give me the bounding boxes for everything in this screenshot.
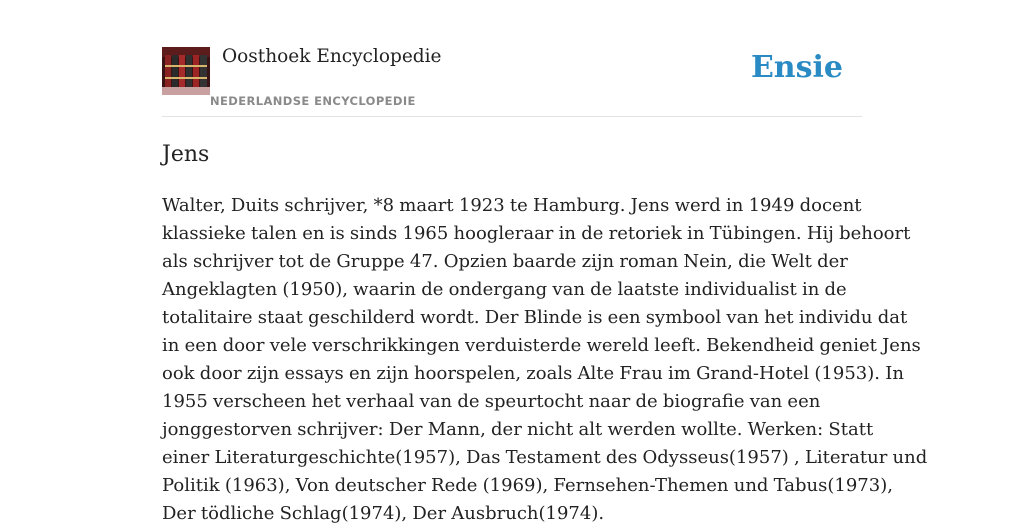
article-line: Walter, Duits schrijver, *8 maart 1923 te Hamburg. Jens werd in 1949 docent (162, 195, 862, 216)
brand-logo[interactable]: Ensie (750, 50, 843, 85)
article-line: totalitaire staat geschilderd wordt. Der Blinde is een symbool van het individu dat (162, 307, 908, 328)
article-line: klassieke talen en is sinds 1965 hoogleraar in de retoriek in Tübingen. Hij behoort (162, 223, 911, 244)
article-line: einer Literaturgeschichte(1957), Das Testament des Odysseus(1957) , Literatur und (162, 447, 928, 468)
article-body (162, 192, 928, 528)
article-title: Jens (162, 142, 210, 167)
site-subtitle: NEDERLANDSE ENCYCLOPEDIE (210, 94, 416, 108)
article-line: Der tödliche Schlag(1974), Der Ausbruch(1974). (162, 503, 605, 524)
site-header (162, 0, 862, 117)
article-line: Politik (1963), Von deutscher Rede (1969), Fernsehen-Themen und Tabus(1973), (162, 475, 893, 496)
encyclopedia-books-icon (162, 47, 210, 95)
article-line: jonggestorven schrijver: Der Mann, der nicht alt werden wollte. Werken: Statt (162, 419, 874, 440)
article-line: Angeklagten (1950), waarin de ondergang van de laatste individualist in de (162, 279, 847, 300)
site-title[interactable]: Oosthoek Encyclopedie (222, 46, 442, 67)
article-line: als schrijver tot de Gruppe 47. Opzien baarde zijn roman Nein, die Welt der (162, 251, 848, 272)
article-line: in een door vele verschrikkingen verduisterde wereld leeft. Bekendheid geniet Jens (162, 335, 921, 356)
article-line: 1955 verscheen het verhaal van de speurtocht naar de biografie van een (162, 391, 821, 412)
site-logo-icon[interactable] (162, 47, 210, 95)
article-line: ook door zijn essays en zijn hoorspelen, zoals Alte Frau im Grand-Hotel (1953). In (162, 363, 904, 384)
